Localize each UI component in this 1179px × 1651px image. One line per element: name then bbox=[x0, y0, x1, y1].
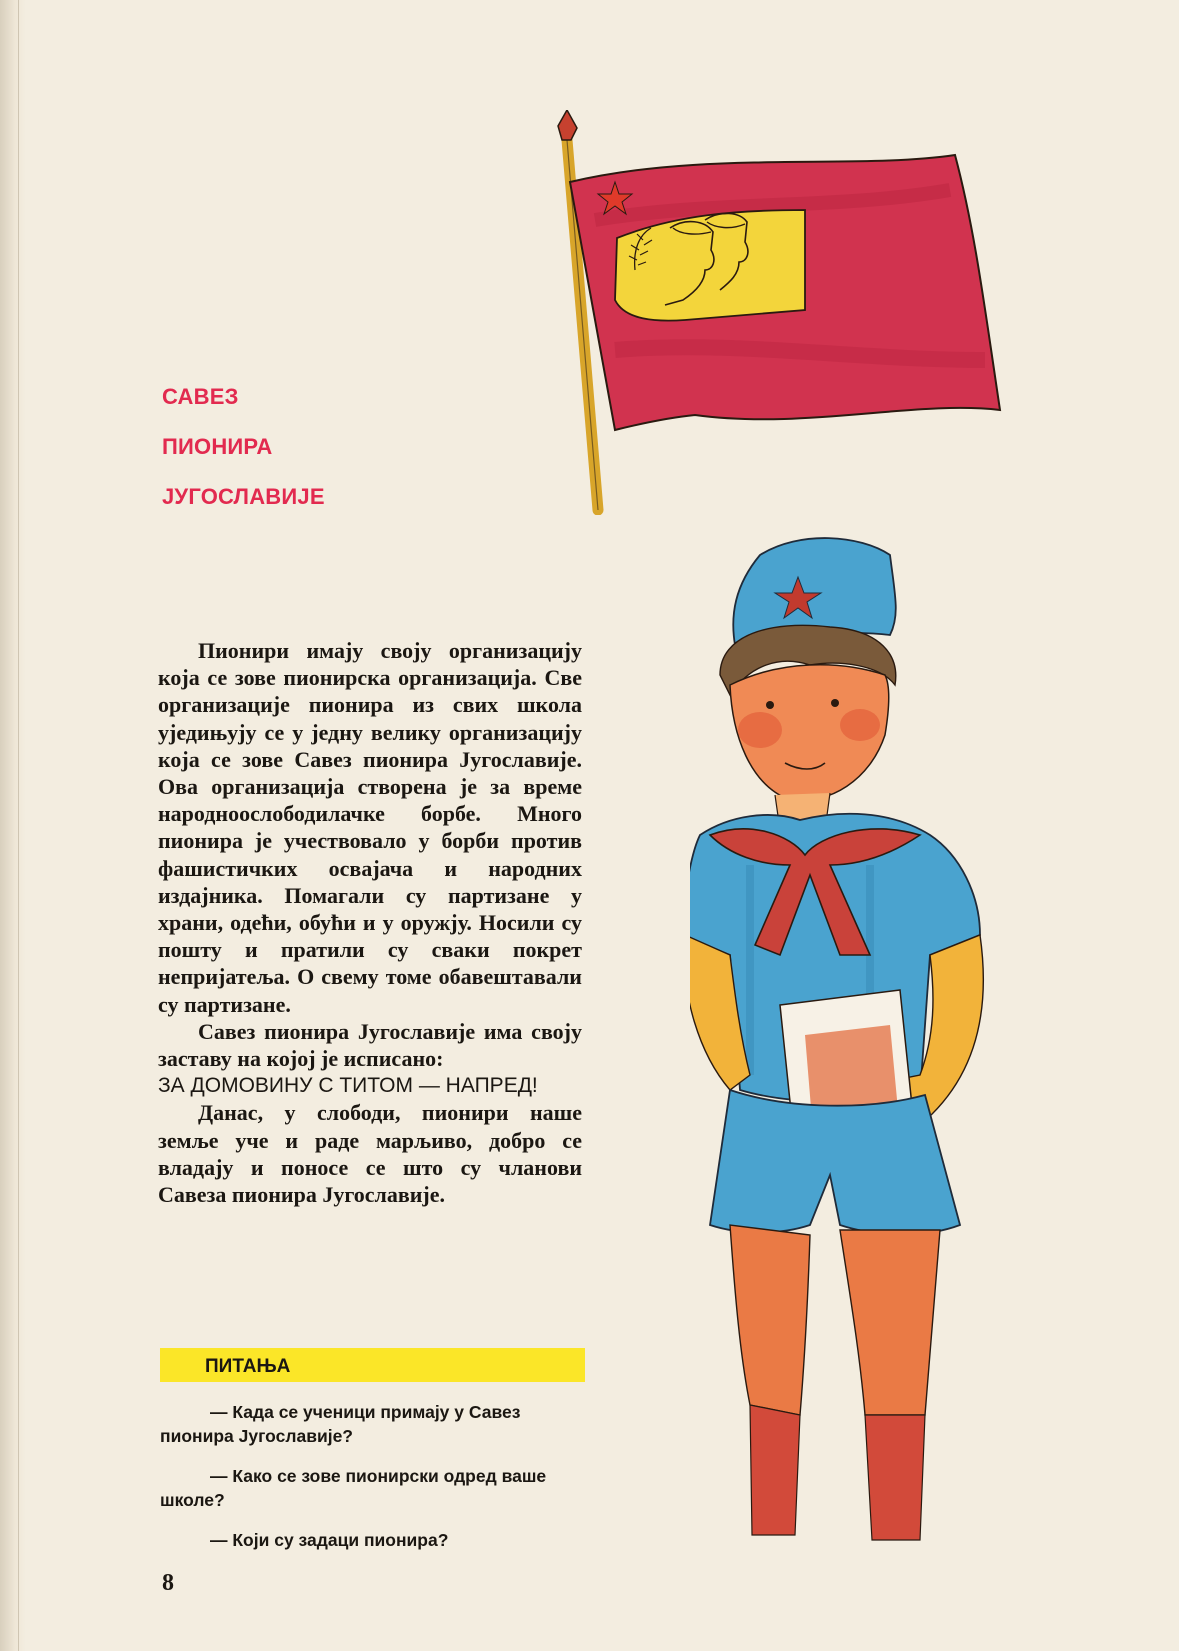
paragraph-today: Данас, у слободи, пионири наше земље уче и раде марљиво, добро се владају и поносе се што су чланови Савеза пионира Југославије. bbox=[158, 1100, 582, 1208]
questions-list bbox=[160, 1400, 585, 1568]
page-number: 8 bbox=[162, 1570, 174, 1596]
question-item: — Како се зове пионирски одред ваше школе? bbox=[160, 1466, 547, 1510]
flag-motto: ЗА ДОМОВИНУ С ТИТОМ — НАПРЕД! bbox=[158, 1074, 538, 1098]
pioneer-flag-illustration bbox=[555, 110, 1055, 515]
questions-title: ПИТАЊА bbox=[205, 1356, 291, 1377]
question-item: — Када се ученици примају у Савез пионира Југославије? bbox=[160, 1402, 521, 1446]
question-item: — Који су задаци пионира? bbox=[210, 1530, 449, 1550]
paragraph-flag: Савез пионира Југославије има своју заставу на којој је исписано: bbox=[158, 1018, 582, 1072]
body-text bbox=[158, 637, 582, 1208]
title-line-2: ПИОНИРА bbox=[162, 434, 273, 459]
title-line-3: ЈУГОСЛАВИЈЕ bbox=[162, 484, 325, 509]
page-title bbox=[162, 384, 325, 534]
title-line-1: САВЕЗ bbox=[162, 384, 239, 409]
paragraph-organization: Пионири имају своју организацију која се зове пионирска организација. Све организације пионира из свих школа уједињују се у једну велику организацију која се зове Савез пионира Југославије. Ова организација створена је за време народноослободилачке борбе. Много пионира је учествовало у борби против фашистичких освајача и народних издајника. Помагали су партизане у храни, одећи, обући и у оружју. Носили су пошту и пратили су сваки покрет непријатеља. О свему томе обавештавали су партизане. bbox=[158, 638, 582, 1017]
page-binding-shadow bbox=[0, 0, 26, 1651]
page-edge-line bbox=[18, 0, 19, 1651]
pioneer-boy-illustration bbox=[690, 535, 1060, 1550]
